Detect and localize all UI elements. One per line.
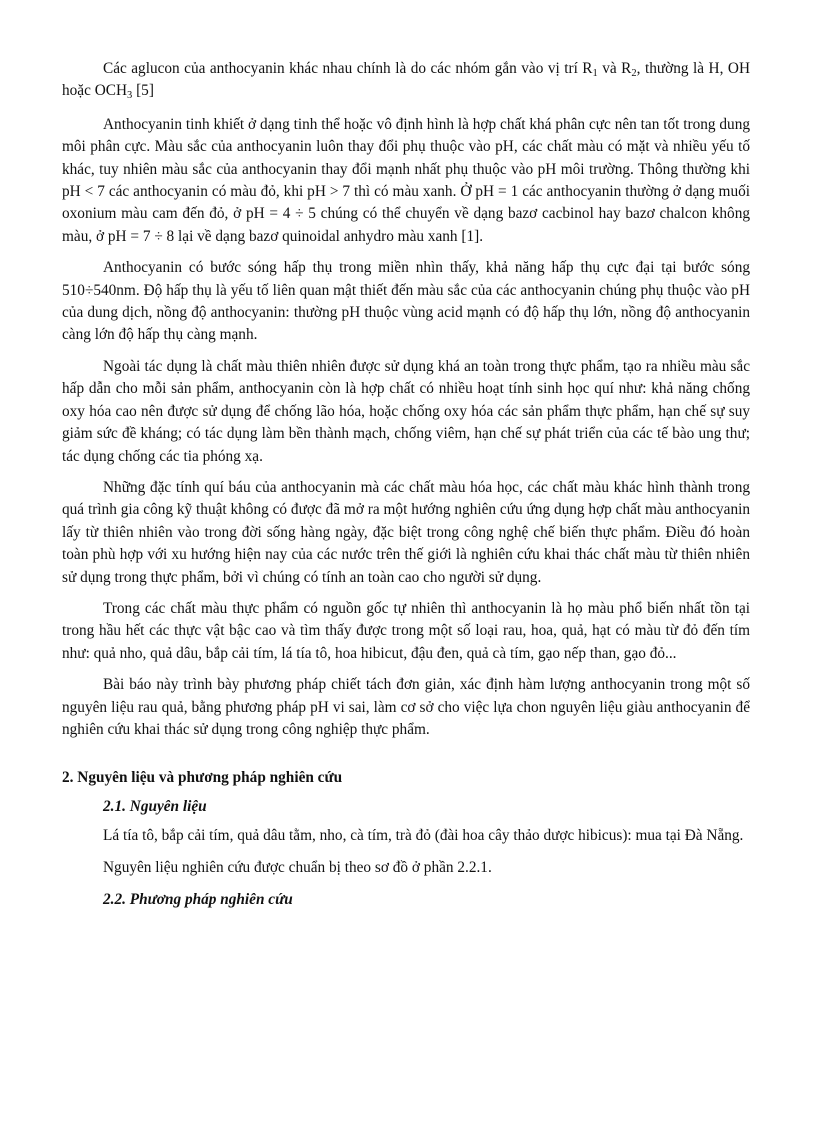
paragraph-research-direction: Những đặc tính quí báu của anthocyanin mà các chất màu hóa học, các chất màu khác hình thành trong quá trình gia công kỹ thuật không có được đã mở ra một hướng nghiên cứu ứng dụng hợp chất màu anthocyanin lấy từ thiên nhiên vào trong đời sống hàng ngày, đặc biệt trong công nghệ chế biến thực phẩm. Điều đó hoàn toàn phù hợp với xu hướng hiện nay của các nước trên thế giới là nghiên cứu khai thác chất màu từ thiên nhiên sử dụng trong thực phẩm, bởi vì chúng có tính an toàn cao cho người sử dụng. [62, 478, 750, 586]
text-segment: [5] [132, 82, 154, 100]
paragraph-materials-prep: Nguyên liệu nghiên cứu được chuẩn bị theo sơ đồ ở phần 2.2.1. [103, 858, 492, 876]
subsection-heading-materials: 2.1. Nguyên liệu [103, 797, 207, 815]
subscript: 1 [592, 68, 598, 79]
subscript: 3 [127, 90, 133, 102]
paragraph-biological-activity: Ngoài tác dụng là chất màu thiên nhiên được sử dụng khá an toàn trong thực phẩm, tạo ra nhiều màu sắc hấp dẫn cho mỗi sản phẩm, anthocyanin còn là hợp chất có nhiều hoạt tính sinh học quí như: khả năng chống oxy hóa cao nên được sử dụng để chống lão hóa, hoặc chống oxy hóa các sản phẩm thực phẩm, hạn chế sự suy giảm sức đề kháng; có tác dụng làm bền thành mạch, chống viêm, hạn chế sự phát triển của các tế bào ung thư; tác dụng chống các tia phóng xạ. [62, 357, 750, 465]
text-segment: Các aglucon của anthocyanin khác nhau chính là do các nhóm gắn vào vị trí R [103, 60, 593, 77]
paragraph-ph-color: Anthocyanin tinh khiết ở dạng tinh thể hoặc vô định hình là hợp chất khá phân cực nên tan tốt trong dung môi phân cực. Màu sắc của anthocyanin luôn thay đổi phụ thuộc vào pH, các chất màu có mặt và nhiều yếu tố khác, tuy nhiên màu sắc của anthocyanin thay đổi mạnh nhất phụ thuộc vào pH môi trường. Thông thường khi pH < 7 các anthocyanin có màu đỏ, khi pH > 7 thì có màu xanh. Ở pH = 1 các anthocyanin thường ở dạng muối oxonium màu cam đến đỏ, ở pH = 4 ÷ 5 chúng có thể chuyển về dạng bazơ cacbinol hay bazơ chalcon không màu, ở pH = 7 ÷ 8 lại về dạng bazơ quinoidal anhydro màu xanh [1]. [62, 115, 750, 245]
subscript: 2 [631, 68, 637, 79]
document-page [62, 58, 750, 918]
paragraph-article-purpose: Bài báo này trình bày phương pháp chiết tách đơn giản, xác định hàm lượng anthocyanin trong một số nguyên liệu rau quả, bằng phương pháp pH vi sai, làm cơ sở cho việc lựa chon nguyên liệu giàu anthocyanin để nghiên cứu khai thác sử dụng trong công nghiệp thực phẩm. [62, 676, 750, 738]
text-segment: , thường là H, OH hoặc OCH [62, 60, 750, 100]
paragraph-absorption: Anthocyanin có bước sóng hấp thụ trong miền nhìn thấy, khả năng hấp thụ cực đại tại bước sóng 510÷540nm. Độ hấp thụ là yếu tố liên quan mật thiết đến màu sắc của các anthocyanin chúng phụ thuộc vào pH của dung dịch, nồng độ anthocyanin: thường pH thuộc vùng acid mạnh có độ hấp thụ lớn, nồng độ anthocyanin càng lớn độ hấp thụ càng mạnh. [62, 259, 750, 344]
subsection-heading-methods: 2.2. Phương pháp nghiên cứu [103, 891, 293, 908]
text-segment: và R [597, 60, 632, 77]
paragraph-natural-sources: Trong các chất màu thực phẩm có nguồn gốc tự nhiên thì anthocyanin là họ màu phổ biến nhất tồn tại trong hầu hết các thực vật bậc cao và tìm thấy được trong một số loại rau, hoa, quả, hạt có màu từ đỏ đến tím như: quả nho, quả dâu, bắp cải tím, lá tía tô, hoa hibicut, đậu đen, quả cà tím, gạo nếp than, gạo đỏ... [62, 599, 750, 662]
section-heading: 2. Nguyên liệu và phương pháp nghiên cứu [62, 769, 343, 787]
paragraph-aglucon [62, 58, 750, 103]
paragraph-materials-source: Lá tía tô, bắp cải tím, quả dâu tằm, nho, cà tím, trà đỏ (đài hoa cây thảo dược hibicus): mua tại Đà Nẵng. [103, 827, 744, 845]
